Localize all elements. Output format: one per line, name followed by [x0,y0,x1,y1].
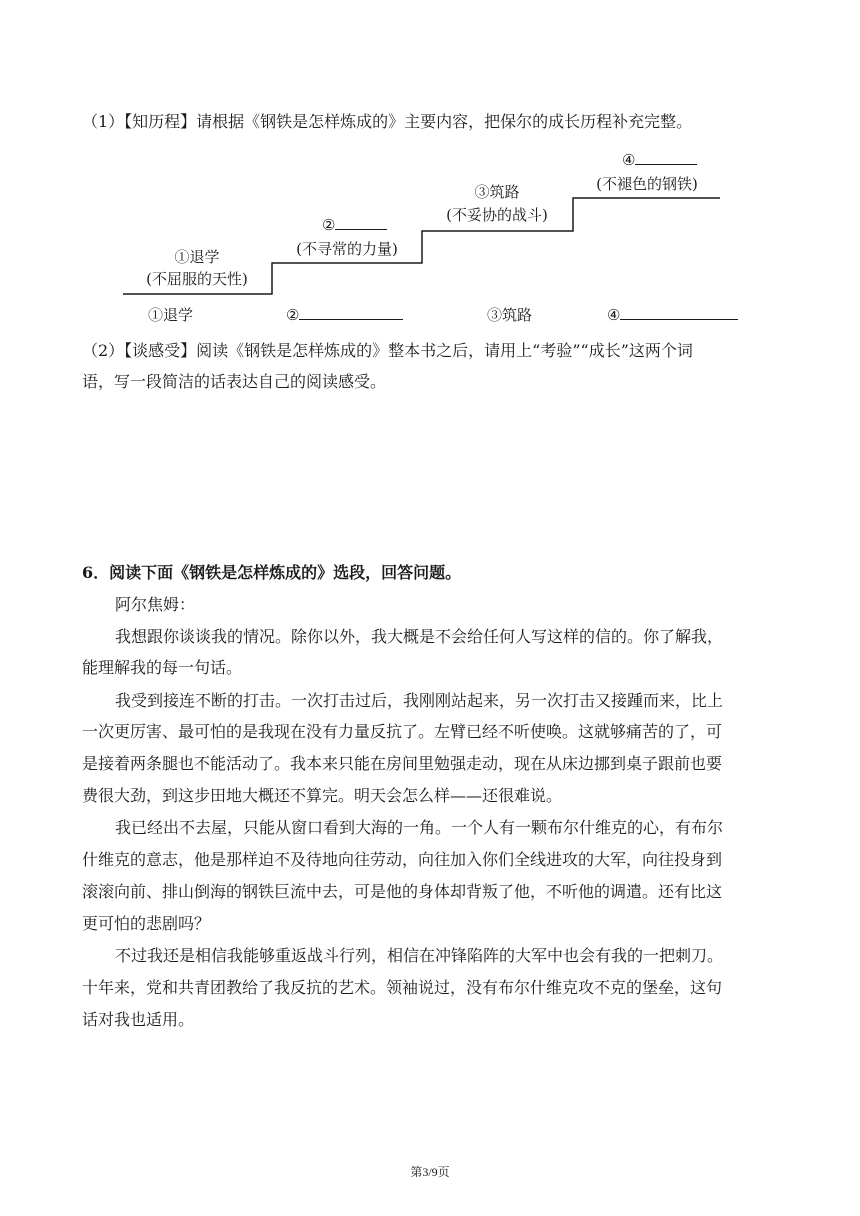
answer-1: ①退学 [148,306,194,324]
q6-line-5: 是接着两条腿也不能活动了。我本来只能在房间里勉强走动，现在从床边挪到桌子跟前也要 [82,754,723,773]
step-1-label: ①退学 [174,248,220,266]
answer-4-blank[interactable] [620,305,738,320]
answer-2-blank[interactable] [299,305,403,320]
step-2-blank[interactable] [335,215,387,230]
q6-title: 6．阅读下面《钢铁是怎样炼成的》选段，回答问题。 [82,563,462,582]
step-4-sub: (不褪色的钢铁) [596,175,698,193]
q6-line-13: 话对我也适用。 [82,1010,195,1029]
answer-3: ③筑路 [487,306,533,324]
q6-line-7: 我已经出不去屋，只能从窗口看到大海的一角。一个人有一颗布尔什维克的心，有布尔 [115,818,724,837]
q6-line-2: 能理解我的每一句话。 [82,658,243,677]
q6-line-9: 滚滚向前、排山倒海的钢铁巨流中去，可是他的身体却背叛了他，不听他的调遣。还有比这 [82,882,723,901]
q6-line-12: 十年来，党和共青团教给了我反抗的艺术。领袖说过，没有布尔什维克攻不克的堡垒，这句 [82,978,723,997]
q6-line-4: 一次更厉害、最可怕的是我现在没有力量反抗了。左臂已经不听使唤。这就够痛苦的了，可 [82,722,723,741]
answer-4: ④ [607,305,738,325]
q5-part2-line1: （2）【谈感受】阅读《钢铁是怎样炼成的》整本书之后，请用上“考验”“成长”这两个词 [82,341,693,360]
q5-part1-prompt: （1）【知历程】请根据《钢铁是怎样炼成的》主要内容，把保尔的成长历程补充完整。 [82,112,693,131]
step-2-label: ② [322,215,387,234]
step-4-label: ④ [622,150,697,169]
q5-part2-line2: 语，写一段简洁的话表达自己的阅读感受。 [82,372,387,391]
q6-line-0: 阿尔焦姆： [115,595,196,614]
q6-line-6: 费很大劲，到这步田地大概还不算完。明天会怎么样——还很难说。 [82,786,563,805]
step-2-sub: (不寻常的力量) [296,240,398,258]
q6-line-10: 更可怕的悲剧吗？ [82,914,211,933]
q6-line-11: 不过我还是相信我能够重返战斗行列，相信在冲锋陷阵的大军中也会有我的一把刺刀。 [115,946,724,965]
page-number: 第3/9页 [410,1165,450,1179]
q6-line-3: 我受到接连不断的打击。一次打击过后，我刚刚站起来，另一次打击又接踵而来，比上 [115,691,724,710]
step-4-blank[interactable] [635,150,697,165]
answer-2: ② [286,305,403,325]
q6-line-1: 我想跟你谈谈我的情况。除你以外，我大概是不会给任何人写这样的信的。你了解我， [115,627,724,646]
step-3-sub: (不妥协的战斗) [446,206,548,224]
q6-line-8: 什维克的意志，他是那样迫不及待地向往劳动，向往加入你们全线进攻的大军，向往投身到 [82,850,723,869]
step-3-label: ③筑路 [474,183,520,201]
step-1-sub: (不屈服的天性) [146,270,248,288]
